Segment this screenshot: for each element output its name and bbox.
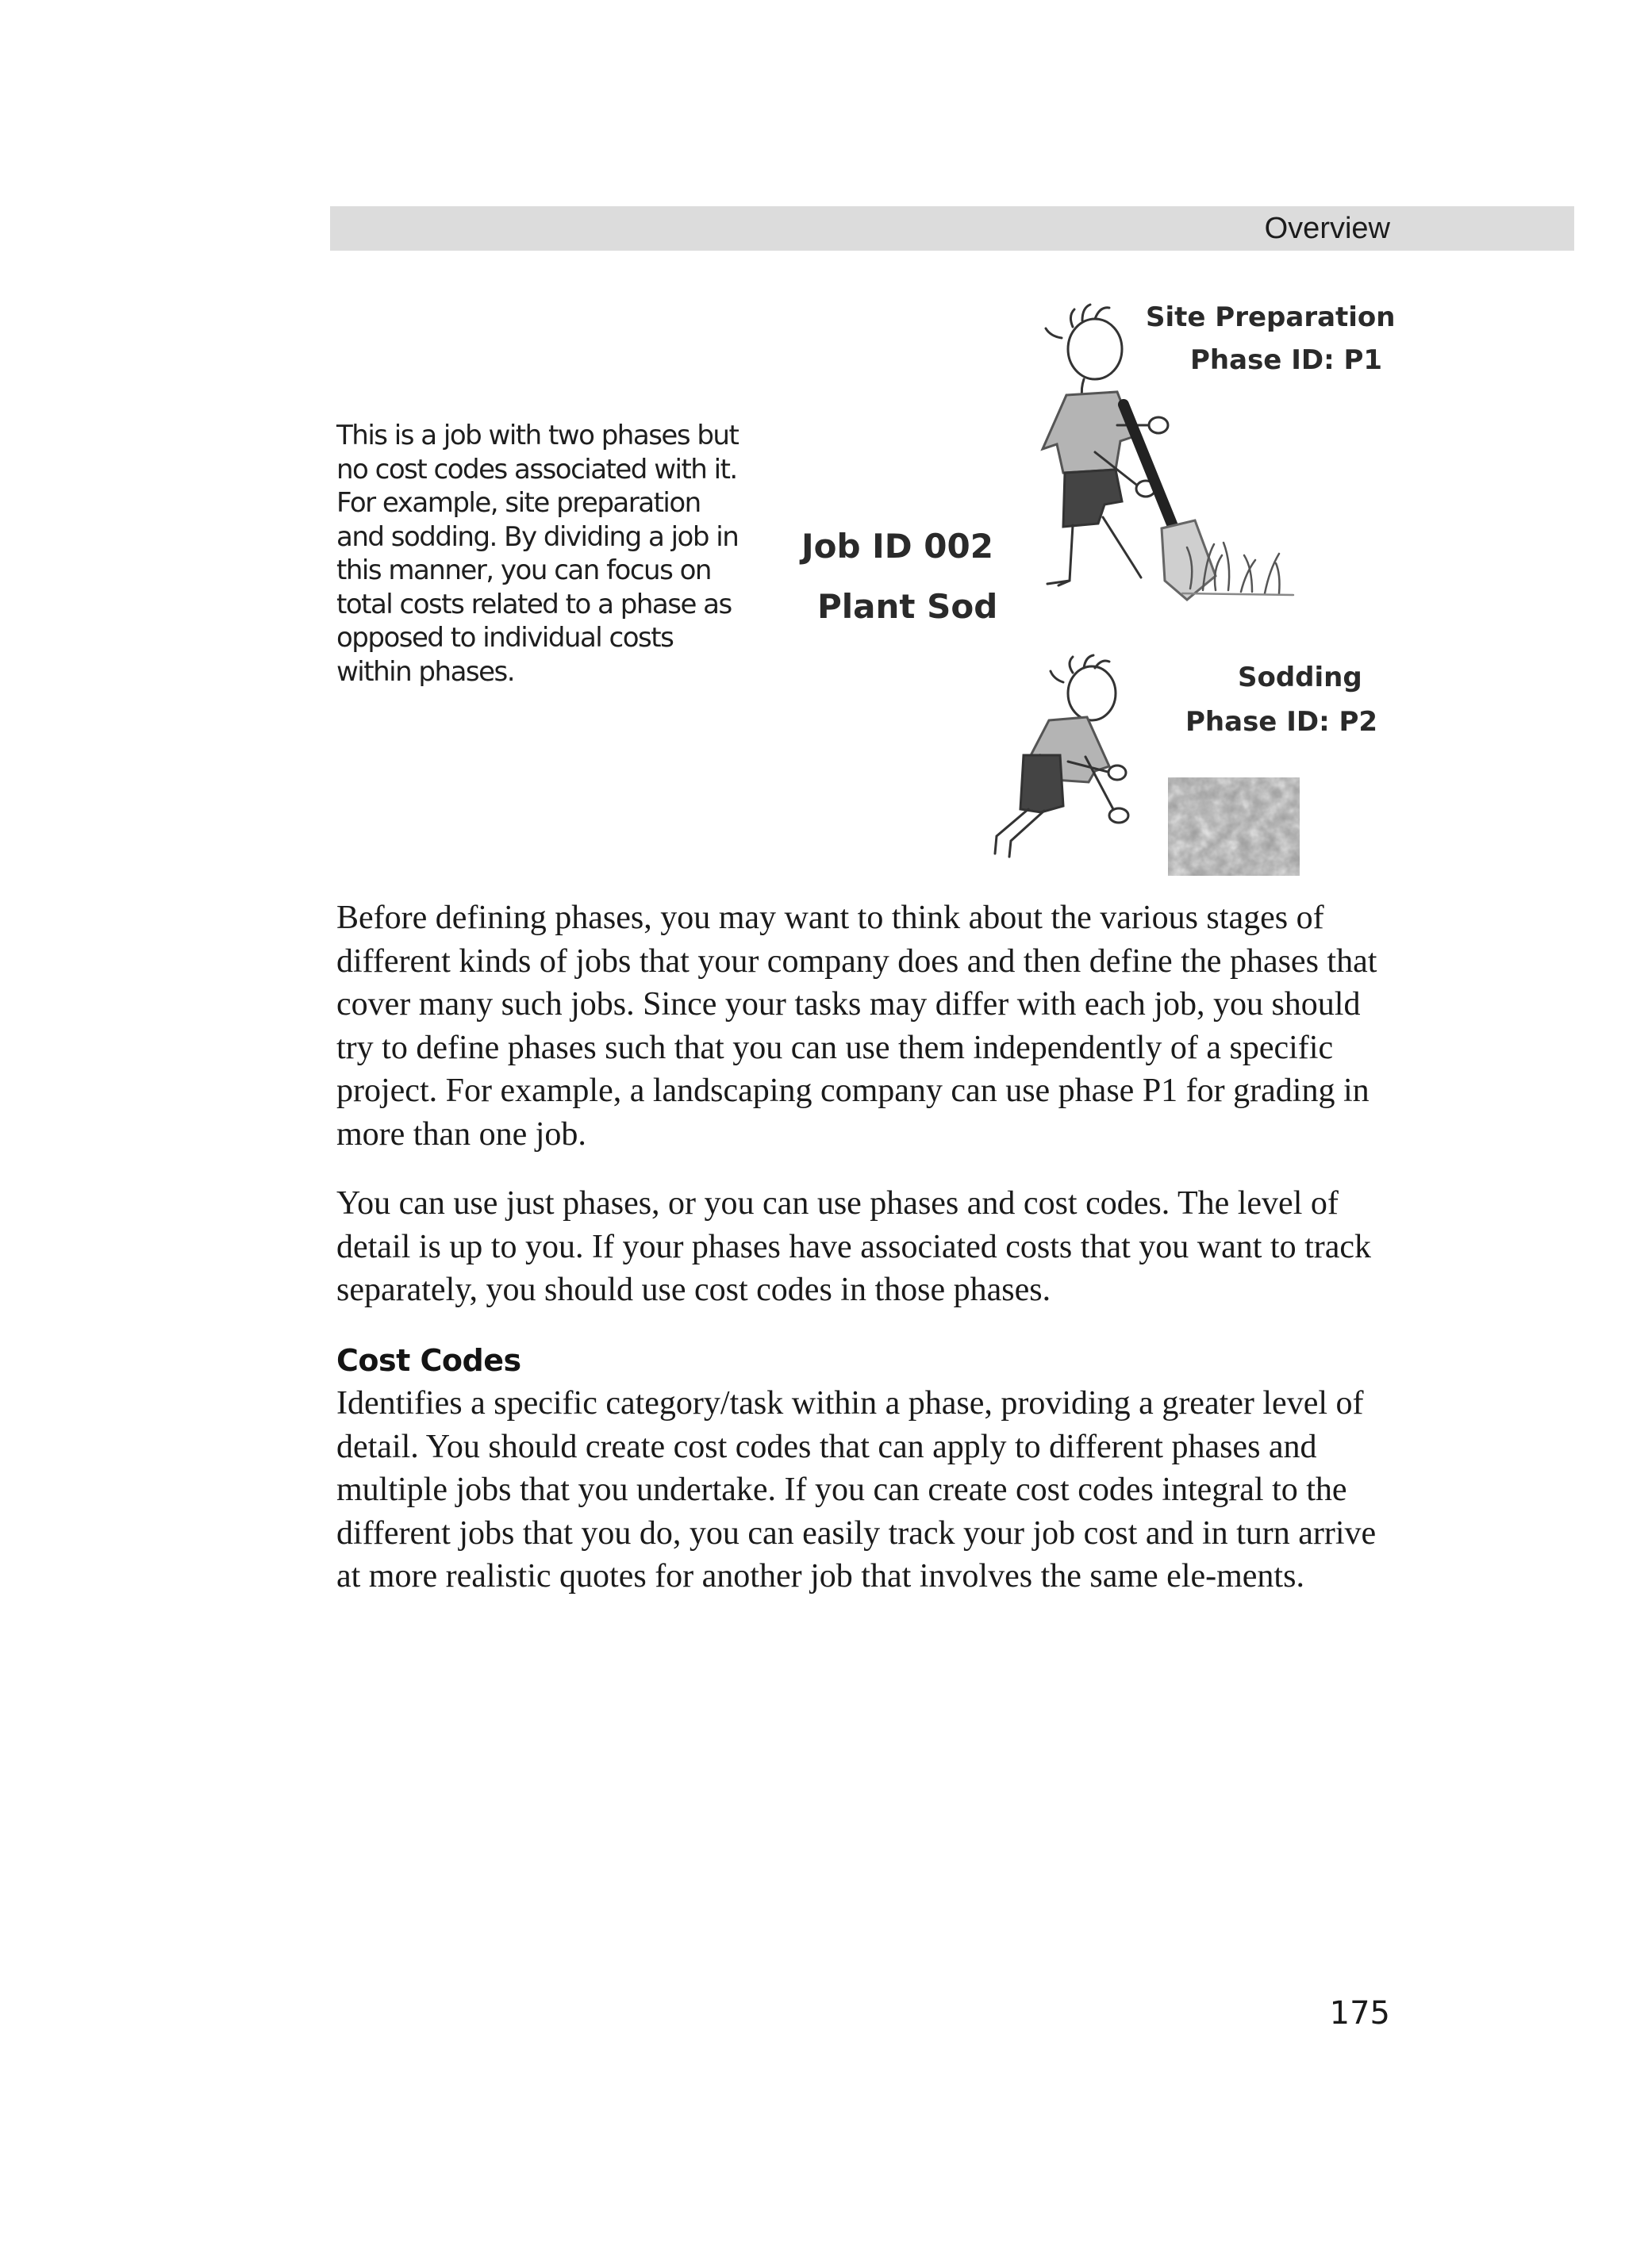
job-phases-illustration	[762, 286, 1428, 888]
digging-figure	[1043, 305, 1168, 585]
body-paragraph-1: Before defining phases, you may want to think about the various stages of different kinds of jobs that your company does and then define the phases that cover many such jobs. Since your tasks may differ with each job, you should try to define phases such that you can use them independently of a specific project. For example, a landscaping company can use phase P1 for grading in more than one job.	[336, 900, 1377, 1153]
running-header-title: Overview	[1264, 212, 1390, 245]
page-number: 175	[1329, 1995, 1390, 2032]
phase1-id-label: Phase ID: P1	[1190, 344, 1383, 376]
margin-note: This is a job with two phases but no cost codes associated with it. For example, site preparation and sodding. By dividing a job in this manner, you can focus on total costs related to a phase as opposed to individual costs within phases.	[336, 420, 739, 688]
job-id-label: Job ID 002	[801, 527, 993, 566]
phase2-id-label: Phase ID: P2	[1185, 706, 1378, 738]
sod-square-icon	[1168, 777, 1300, 876]
body-paragraph-3: Identifies a specific category/task within a phase, providing a greater level of detail. You should create cost codes that can apply to different phases and multiple jobs that you undertake. If you can create cost codes integral to the different jobs that you do, you can easily track your job cost and in turn arrive at more realistic quotes for another job that involves the same ele-ments.	[336, 1385, 1377, 1595]
job-name-label: Plant Sod	[817, 587, 998, 626]
sodding-figure	[995, 655, 1128, 857]
body-paragraph-2: You can use just phases, or you can use phases and cost codes. The level of detail is up to you. If your phases have associated costs that you want to track separately, you should use cost codes in those phases.	[336, 1185, 1372, 1308]
phase1-name-label: Site Preparation	[1146, 301, 1396, 333]
section-heading-cost-codes: Cost Codes	[336, 1343, 521, 1378]
phase2-name-label: Sodding	[1238, 662, 1362, 693]
